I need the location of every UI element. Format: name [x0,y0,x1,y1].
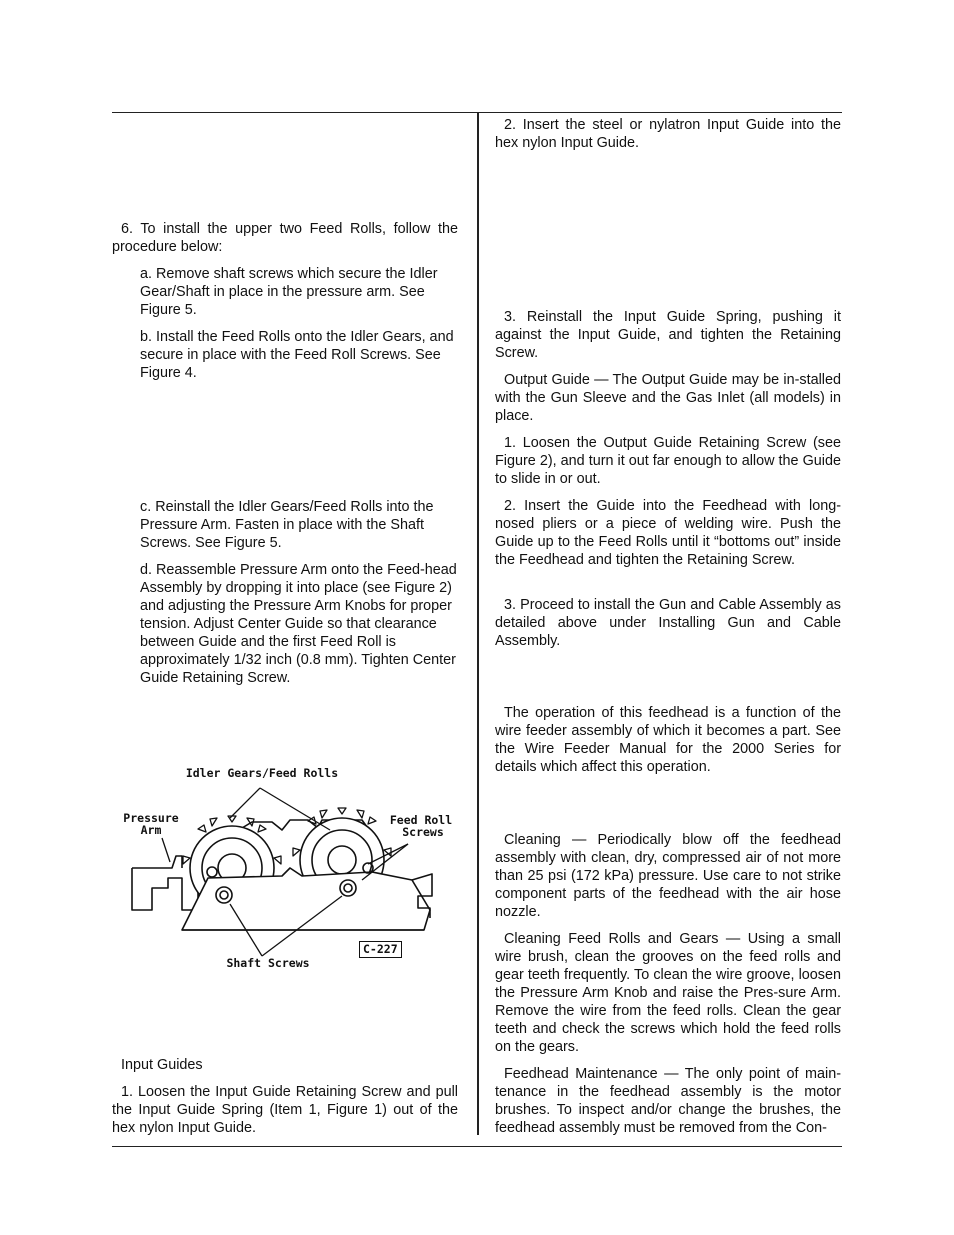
step-6 [112,220,458,256]
label-pressure-arm-line1: Pressure [123,811,179,825]
step-6-text: 6. To install the upper two Feed Rolls, follow the procedure below: [112,221,458,255]
step-6b [112,328,458,382]
output-step-3-text: 3. Proceed to install the Gun and Cable Assembly as detailed above under Installing Gun and Cable Assembly. [495,597,841,649]
label-shaft-screws: Shaft Screws [226,956,310,970]
bottom-rule [112,1146,842,1147]
figure-pressure-arm [112,760,458,980]
maintenance-text: Feedhead Maintenance — The only point of main-tenance in the feedhead assembly is the motor brushes. To inspect and/or change the brushes, the feedhead assembly must be removed from the Con- [495,1066,841,1136]
figure-code: C-227 [359,941,402,958]
step-6b-text: b. Install the Feed Rolls onto the Idler Gears, and secure in place with the Feed Roll Screws. See Figure 4. [140,329,454,381]
output-step-2-text: 2. Insert the Guide into the Feedhead with long-nosed pliers or a piece of welding wire. Push the Guide up to the Feed Rolls until it “bottoms out” inside the Feedhead and tighten the Retaining Screw. [495,498,841,568]
label-feed-roll-line2: Screws [402,825,444,839]
output-guide-intro [495,371,841,425]
input-step-3 [495,308,841,362]
input-step-2-text: 2. Insert the steel or nylatron Input Guide into the hex nylon Input Guide. [495,117,841,151]
output-guide-intro-text: Output Guide — The Output Guide may be in-stalled with the Gun Sleeve and the Gas Inlet (all models) in place. [495,372,841,424]
step-6a-text: a. Remove shaft screws which secure the Idler Gear/Shaft in place in the pressure arm. See Figure 5. [140,266,438,318]
cleaning-paragraph [495,831,841,921]
input-step-1-text: 1. Loosen the Input Guide Retaining Screw and pull the Input Guide Spring (Item 1, Figure 1) out of the hex nylon Input Guide. [112,1084,458,1136]
output-step-1-text: 1. Loosen the Output Guide Retaining Screw (see Figure 2), and turn it out far enough to allow the Guide to slide in or out. [495,435,841,487]
cleaning-text: Cleaning — Periodically blow off the feedhead assembly with clean, dry, compressed air of not more than 25 psi (172 kPa) pressure. Use care to not strike component parts of the feedhead with the air hose nozzle. [495,832,841,920]
input-guides-heading-text: Input Guides [121,1057,203,1073]
output-step-3 [495,596,841,650]
maintenance-paragraph [495,1065,841,1137]
column-divider [477,113,479,1135]
pressure-arm-drawing [112,760,458,980]
step-6c-text: c. Reinstall the Idler Gears/Feed Rolls into the Pressure Arm. Fasten in place with the Shaft Screws. See Figure 5. [140,499,434,551]
operation-paragraph [495,704,841,776]
input-step-1 [112,1083,458,1137]
operation-text: The operation of this feedhead is a function of the wire feeder assembly of which it becomes a part. See the Wire Feeder Manual for the 2000 Series for details which affect this operation. [495,705,841,775]
step-6d-text: d. Reassemble Pressure Arm onto the Feed-head Assembly by dropping it into place (see Figure 2) and adjusting the Pressure Arm Knobs for proper tension. Adjust Center Guide so that clearance between Guide and the first Feed Roll is approximately 1/32 inch (0.8 mm). Tighten Center Guide Retaining Screw. [140,562,457,686]
output-step-2 [495,497,841,569]
cleaning-rolls-paragraph [495,930,841,1056]
input-step-3-text: 3. Reinstall the Input Guide Spring, pushing it against the Input Guide, and tighten the Retaining Screw. [495,309,841,361]
cleaning-rolls-text: Cleaning Feed Rolls and Gears — Using a small wire brush, clean the grooves on the feed rolls and gear teeth frequently. To clean the wire groove, loosen the Pressure Arm Knob and raise the Pres-sure Arm. Remove the wire from the feed rolls. Clean the gear teeth and check the screws which hold the feed rolls on the gears. [495,931,841,1055]
step-6c [112,498,458,552]
step-6a [112,265,458,319]
input-guides-heading [112,1056,458,1074]
label-idler-gears: Idler Gears/Feed Rolls [185,766,339,780]
input-step-2 [495,116,841,152]
step-6d [112,561,458,687]
label-feed-roll-line1: Feed Roll [389,813,453,827]
output-step-1 [495,434,841,488]
label-pressure-arm-line2: Arm [140,823,162,837]
